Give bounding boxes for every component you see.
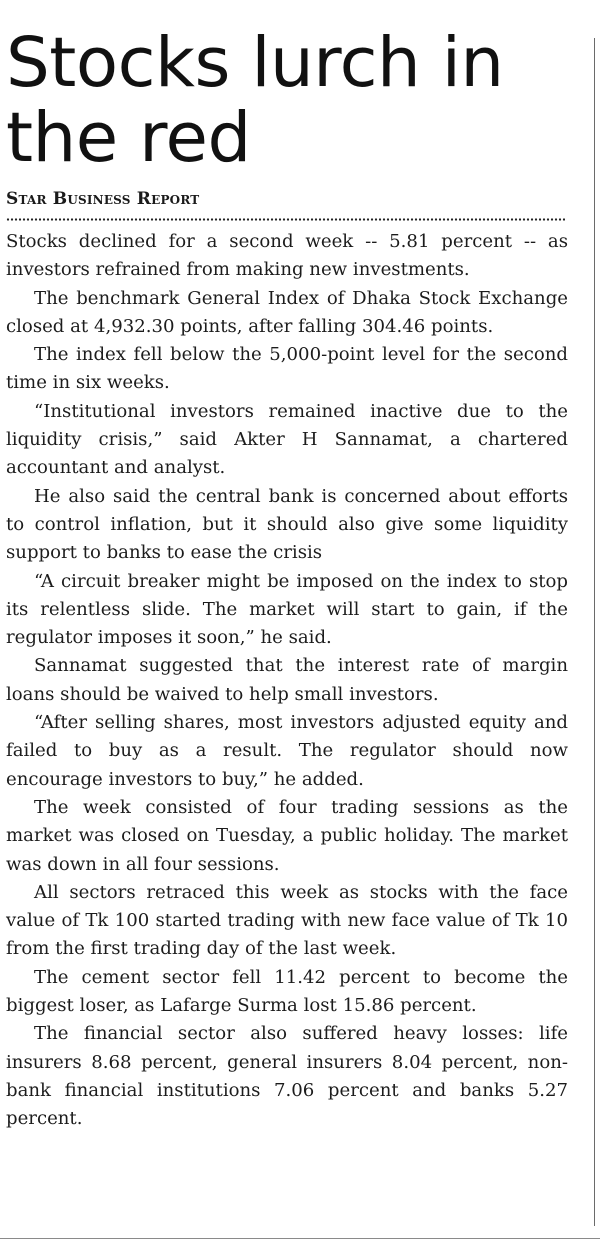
paragraph-9: The week consisted of four trading sessions as the market was closed on Tuesday, a public holiday. The market was down in all four sessions.	[6, 796, 568, 875]
paragraph-12: The financial sector also suffered heavy losses: life insurers 8.68 percent, general insurers 8.04 percent, non-bank financial institutions 7.06 percent and banks 5.27 percent.	[6, 1023, 568, 1130]
news-article	[6, 0, 568, 1134]
paragraph-4: “Institutional investors remained inactive due to the liquidity crisis,” said Akter H Sannamat, a chartered accountant and analyst.	[6, 400, 568, 479]
paragraph-1: Stocks declined for a second week -- 5.81 percent -- as investors refrained from making new investments.	[6, 231, 568, 281]
dotted-separator	[6, 218, 565, 221]
article-body	[6, 228, 568, 1134]
paragraph-10: All sectors retraced this week as stocks with the face value of Tk 100 started trading with new face value of Tk 10 from the first trading day of the last week.	[6, 881, 568, 960]
paragraph-8: “After selling shares, most investors adjusted equity and failed to buy as a result. The regulator should now encourage investors to buy,” he added.	[6, 712, 568, 790]
paragraph-11: The cement sector fell 11.42 percent to become the biggest loser, as Lafarge Surma lost 15.86 percent.	[6, 966, 568, 1017]
paragraph-6: “A circuit breaker might be imposed on the index to stop its relentless slide. The market will start to gain, if the regulator imposes it soon,” he said.	[6, 570, 568, 649]
headline: Stocks lurch in the red	[6, 23, 504, 178]
paragraph-7: Sannamat suggested that the interest rate of margin loans should be waived to help small investors.	[6, 655, 568, 705]
byline: Star Business Report	[6, 189, 200, 209]
column-rule-bottom	[0, 1238, 600, 1239]
column-rule-right	[594, 38, 595, 1226]
paragraph-2: The benchmark General Index of Dhaka Stock Exchange closed at 4,932.30 points, after falling 304.46 points.	[6, 287, 568, 337]
paragraph-5: He also said the central bank is concerned about efforts to control inflation, but it should also give some liquidity support to banks to ease the crisis	[6, 485, 568, 564]
paragraph-3: The index fell below the 5,000-point level for the second time in six weeks.	[6, 344, 568, 394]
